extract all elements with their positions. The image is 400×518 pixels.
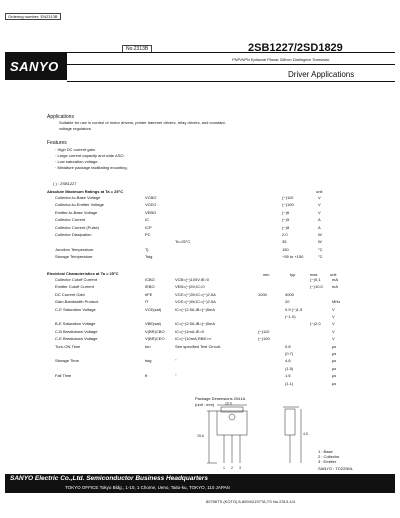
abs-max-row-unit: °C bbox=[318, 246, 323, 252]
abs-max-row-sym: VCBO bbox=[145, 195, 157, 200]
sanyo-logo bbox=[5, 52, 67, 80]
elec-row-typ: 1.6 bbox=[285, 373, 291, 379]
elec-row bbox=[0, 284, 400, 290]
elec-row-cond: See specified Test Circuit. bbox=[175, 343, 221, 349]
elec-row bbox=[0, 314, 400, 320]
elec-row-unit: μs bbox=[332, 351, 337, 356]
abs-max-row-unit: V bbox=[318, 195, 321, 200]
pin-legend-item: 1 : Base bbox=[318, 449, 333, 454]
elec-row-param: Emitter Cutoff Current bbox=[55, 284, 94, 290]
abs-max-row bbox=[0, 239, 400, 245]
abs-max-row-sym: IC bbox=[145, 217, 149, 223]
elec-row-param: DC Current Gain bbox=[55, 291, 85, 297]
elec-row bbox=[0, 277, 400, 283]
svg-text:2: 2 bbox=[231, 466, 233, 470]
application-title: Driver Applications bbox=[288, 70, 355, 79]
abs-max-row-param: Storage Temperature bbox=[55, 254, 93, 260]
abs-max-row-unit: °C bbox=[318, 254, 323, 260]
abs-max-row-param: Collector Current (Pulse) bbox=[55, 224, 100, 230]
elec-row-unit: V bbox=[332, 306, 335, 312]
elec-row-unit: V bbox=[332, 314, 335, 319]
elec-row-max: (−)10.0 bbox=[310, 284, 323, 290]
svg-text:1: 1 bbox=[223, 466, 225, 470]
elec-row-typ: 0.9 (−)1.5 bbox=[285, 306, 303, 312]
package-body bbox=[217, 411, 247, 435]
abs-max-unit-header: unit bbox=[316, 189, 323, 194]
footer-company: SANYO Electric Co.,Ltd. Semiconductor Business Headquarters bbox=[10, 475, 208, 482]
pin-legend-item: 3 : Emitter bbox=[318, 459, 337, 464]
elec-row-typ: (−1.0) bbox=[285, 314, 296, 319]
elec-row-unit: μs bbox=[332, 380, 337, 386]
svg-text:4.5: 4.5 bbox=[303, 432, 308, 436]
applications-line-1: Suitable for use in control of motor drivers, printer hammer drivers, relay drivers, and constant- bbox=[59, 120, 226, 125]
elec-row-cond: IC=(−)1mA,IE=0 bbox=[175, 328, 205, 334]
elec-row-cond: " bbox=[175, 358, 177, 364]
elec-row bbox=[0, 321, 400, 327]
elec-row-min: (−)100 bbox=[258, 336, 270, 342]
abs-max-row-param: Collector-to-Base Voltage bbox=[55, 195, 101, 200]
elec-min-header: min bbox=[263, 272, 270, 277]
elec-max-header: max bbox=[310, 272, 318, 277]
abs-max-row-sym: ICP bbox=[145, 224, 152, 230]
elec-row-sym: VCE(sat) bbox=[145, 306, 162, 312]
feature-item: · Large current capacity and wide ASO. bbox=[55, 153, 125, 158]
elec-row-max: (−)0.1 bbox=[310, 277, 321, 282]
elec-row-min: 1000 bbox=[258, 291, 267, 297]
abs-max-row-sym: Tj bbox=[145, 246, 149, 252]
elec-row-sym: tf bbox=[145, 373, 148, 379]
elec-row-sym: ICBO bbox=[145, 277, 155, 282]
elec-row-typ: (1.1) bbox=[285, 380, 294, 386]
abs-max-row bbox=[0, 195, 400, 201]
abs-max-row-val: (−)5 bbox=[282, 217, 290, 223]
elec-row-unit: mA bbox=[332, 284, 338, 290]
elec-row-unit: V bbox=[332, 328, 335, 334]
abs-max-row-sym: VEBO bbox=[145, 209, 157, 215]
elec-row-unit: μs bbox=[332, 373, 337, 379]
abs-max-heading: Absolute Maximum Ratings at Ta = 25°C bbox=[47, 189, 124, 194]
abs-max-row-val: −55 to +150 bbox=[282, 254, 304, 260]
elec-row bbox=[0, 307, 400, 313]
abs-max-row-unit: W bbox=[318, 232, 322, 237]
abs-max-row bbox=[0, 254, 400, 260]
abs-max-row-param: Emitter-to-Base Voltage bbox=[55, 209, 98, 215]
abs-max-row bbox=[0, 232, 400, 238]
elec-row-typ: 4.8 bbox=[285, 358, 291, 364]
abs-max-row-val: (−)100 bbox=[282, 202, 294, 208]
elec-row-param: Gain-Bandwidth Product bbox=[55, 299, 99, 305]
elec-row-sym: ton bbox=[145, 343, 151, 349]
elec-row bbox=[0, 344, 400, 350]
features-heading: Features bbox=[47, 140, 67, 146]
elec-row bbox=[0, 366, 400, 372]
abs-max-row-param: Collector Current bbox=[55, 217, 86, 223]
elec-row-unit: V bbox=[332, 336, 335, 342]
elec-row-cond: " bbox=[175, 373, 177, 379]
abs-max-row-sym: Tstg bbox=[145, 254, 153, 260]
abs-max-row-val: (−)8 bbox=[282, 224, 290, 230]
feature-item: · High DC current gain. bbox=[55, 147, 96, 152]
elec-row-sym: IEBO bbox=[145, 284, 155, 290]
elec-unit-header: unit bbox=[330, 272, 337, 277]
abs-max-row-val: 150 bbox=[282, 246, 289, 252]
abs-max-row-unit: V bbox=[318, 209, 321, 215]
elec-heading: Electrical Characteristics at Ta = 25°C bbox=[47, 271, 119, 276]
abs-max-row-param: Collector-to-Emitter Voltage bbox=[55, 202, 104, 208]
elec-row-sym: VBE(sat) bbox=[145, 321, 162, 327]
abs-max-row-param: Junction Temperature bbox=[55, 246, 94, 252]
pin-legend bbox=[318, 449, 339, 464]
elec-row bbox=[0, 299, 400, 305]
abs-max-row-unit: A bbox=[318, 224, 321, 230]
abs-max-row-unit: A bbox=[318, 217, 321, 223]
feature-item: · Miniature package facilitating mounting. bbox=[55, 165, 128, 170]
elec-row-cond: IC=(−)10mA,RBE=∞ bbox=[175, 336, 212, 342]
elec-row-cond: IC=(−)2.5A,IB=(−)5mA bbox=[175, 321, 216, 327]
elec-row-sym: V(BR)CBO bbox=[145, 328, 165, 334]
elec-row-param: Collector Cutoff Current bbox=[55, 277, 97, 282]
abs-max-row bbox=[0, 210, 400, 216]
abs-max-row-sym: PC bbox=[145, 232, 151, 237]
elec-row-cond: IC=(−)2.5A,IB=(−)5mA bbox=[175, 306, 216, 312]
elec-row-param: Turn-ON Time bbox=[55, 343, 81, 349]
svg-text:3: 3 bbox=[239, 466, 241, 470]
elec-row-cond: VCB=(−)100V,IE=0 bbox=[175, 277, 209, 282]
abs-max-row bbox=[0, 247, 400, 253]
elec-row-max: (−)2.0 bbox=[310, 321, 321, 327]
package-side-view bbox=[285, 409, 295, 435]
elec-row bbox=[0, 292, 400, 298]
elec-row-sym: hFE bbox=[145, 291, 153, 297]
elec-row-cond: VCE=(−)3V,IC=(−)2.5A bbox=[175, 291, 216, 297]
elec-row-param: C-B Breakdown Voltage bbox=[55, 328, 98, 334]
elec-row bbox=[0, 358, 400, 364]
elec-row-sym: fT bbox=[145, 299, 149, 305]
package-code: SANYO : TO220ML bbox=[318, 466, 353, 471]
footer-address: TOKYO OFFICE Tokyo Bldg., 1-10, 1 Chome, Ueno, Taito-ku, TOKYO, 110 JAPAN bbox=[65, 485, 230, 490]
elec-row bbox=[0, 329, 400, 335]
abs-max-row-param: Collector Dissipation bbox=[55, 232, 92, 237]
elec-row-typ: 4000 bbox=[285, 291, 294, 297]
pin-legend-item: 2 : Collector bbox=[318, 454, 340, 459]
applications-heading: Applications bbox=[47, 114, 74, 120]
elec-row-param: Fall Time bbox=[55, 373, 72, 379]
logo-text: SANYO bbox=[10, 59, 59, 74]
elec-row bbox=[0, 351, 400, 357]
feature-item: · Low saturation voltage. bbox=[55, 159, 99, 164]
elec-row-unit: μs bbox=[332, 365, 337, 371]
doc-number: No.2313B bbox=[122, 45, 152, 53]
applications-line-2: voltage regulators. bbox=[59, 126, 92, 131]
elec-row-typ: 0.8 bbox=[285, 343, 291, 349]
elec-row-min: (−)110 bbox=[258, 328, 270, 334]
abs-max-row-val: (−)6 bbox=[282, 209, 290, 215]
elec-row-param: C-E Saturation Voltage bbox=[55, 306, 96, 312]
elec-row-sym: V(BR)CEO bbox=[145, 336, 165, 342]
part-number: 2SB1227/2SD1829 bbox=[248, 42, 343, 54]
abs-max-row bbox=[0, 202, 400, 208]
elec-row bbox=[0, 381, 400, 387]
svg-text:15.6: 15.6 bbox=[197, 434, 204, 438]
package-unit: (unit : mm) bbox=[195, 402, 215, 407]
elec-row-sym: tstg bbox=[145, 358, 152, 364]
elec-row-param: C-E Breakdown Voltage bbox=[55, 336, 98, 342]
elec-typ-header: typ bbox=[290, 272, 296, 277]
elec-row-unit: MHz bbox=[332, 299, 341, 305]
footer-band bbox=[5, 474, 395, 493]
svg-text:10.0: 10.0 bbox=[225, 401, 232, 406]
type-note: ( ) : 2SB1227 bbox=[53, 181, 77, 186]
elec-row-cond: VEB=(−)5V,IC=0 bbox=[175, 284, 205, 290]
abs-max-row-unit: W bbox=[318, 239, 322, 245]
abs-max-row-val: 35 bbox=[282, 239, 287, 245]
elec-row-unit: V bbox=[332, 321, 335, 327]
package-title: Package Dimensions 2041A bbox=[195, 396, 246, 401]
abs-max-row-val: (−)110 bbox=[282, 195, 294, 200]
abs-max-row bbox=[0, 225, 400, 231]
elec-row-typ: (1.5) bbox=[285, 365, 294, 371]
abs-max-row-cond: Tc=25°C bbox=[175, 239, 191, 245]
ordering-number: Ordering number: EN2313B bbox=[5, 13, 61, 20]
abs-max-row-val: 2.0 bbox=[282, 232, 288, 237]
elec-row-unit: μs bbox=[332, 343, 337, 349]
elec-row bbox=[0, 336, 400, 342]
elec-row bbox=[0, 373, 400, 379]
footer-code: 80796TS (KOTO) 8-8094/2197TA,TS No.2313-1/4 bbox=[206, 499, 296, 504]
abs-max-row bbox=[0, 217, 400, 223]
subtitle: PNP/NPN Epitaxial Planar Silicon Darlington Transistor bbox=[232, 57, 330, 62]
abs-max-row-sym: VCEO bbox=[145, 202, 157, 208]
elec-row-typ: 20 bbox=[285, 299, 290, 305]
mount-hole bbox=[229, 414, 235, 420]
abs-max-row-unit: V bbox=[318, 202, 321, 208]
elec-row-cond: VCE=(−)5V,IC=(−)2.5A bbox=[175, 299, 216, 305]
elec-row-unit: μs bbox=[332, 358, 337, 364]
elec-row-param: Storage Time bbox=[55, 358, 79, 364]
elec-row-unit: mA bbox=[332, 277, 338, 282]
elec-row-typ: (0.7) bbox=[285, 351, 294, 356]
elec-row-param: B-E Saturation Voltage bbox=[55, 321, 96, 327]
